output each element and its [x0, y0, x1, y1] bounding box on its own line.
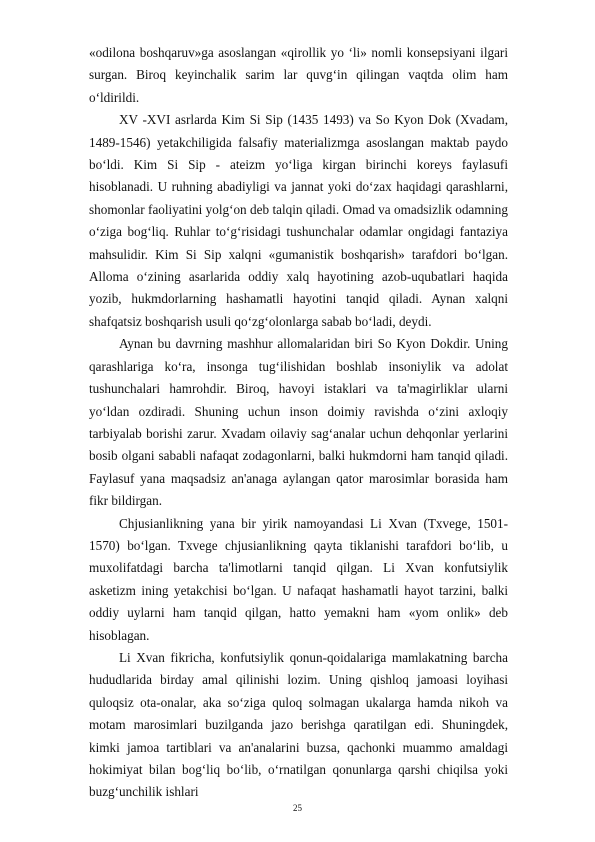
paragraph-kim-si-sip: XV -XVI asrlarda Kim Si Sip (1435 1493) va So Kyon Dok (Xvadam, 1489-1546) yetakchiligida falsafiy materializmga asoslangan maktab paydo bo‘ldi. Kim Si Sip - ateizm yo‘liga kirgan birinchi koreys faylasufi hisoblanadi. U ruhning abadiyligi va jannat yoki do‘zax haqidagi qarashlarni, shomonlar faoliyatini yolg‘on deb talqin qiladi. Omad va omadsizlik odamning o‘ziga bog‘liq. Ruhlar to‘g‘risidagi tushunchalar odamlar ongidagi fantaziya mahsulidir. Kim Si Sip xalqni «gumanistik boshqarish» tarafdori bo‘lgan. Alloma o‘zining asarlarida oddiy xalq hayotining azob-uqubatlari haqida yozib, hukmdorlarning hashamatli hayotini tanqid qiladi. Aynan xalqni shafqatsiz boshqarish usuli qo‘zg‘olonlarga sabab bo‘ladi, deydi. [89, 112, 508, 329]
body-text [89, 42, 508, 804]
paragraph-li-xvan: Chjusianlikning yana bir yirik namoyandasi Li Xvan (Txvege, 1501-1570) bo‘lgan. Txvege chjusianlikning qayta tiklanishi tarafdori bo‘lib, u muxolifatdagi barcha ta'limotlarni tanqid qilgan. Li Xvan konfutsiylik asketizm ining yetakchisi bo‘lgan. U nafaqat hashamatli hayot tarzini, balki oddiy uylarni ham tanqid qilgan, hatto yemakni ham «yom onlik» deb hisoblagan. [89, 515, 508, 643]
paragraph-continuation: «odilona boshqaruv»ga asoslangan «qirollik yo ‘li» nomli konsepsiyani ilgari surgan. Biroq keyinchalik sarim lar quvg‘in qilingan vaqtda olim ham o‘ldirildi. [89, 45, 508, 105]
paragraph-li-xvan-views: Li Xvan fikricha, konfutsiylik qonun-qoidalariga mamlakatning barcha hududlarida birday amal qilinishi lozim. Uning qishloq jamoasi loyihasi quloqsiz ota-onalar, aka so‘ziga quloq solmagan ukalarga hamda nikoh va motam marosimlari buzilganda jazo berishga qaratilgan edi. Shuningdek, kimki jamoa tartiblari va an'analarini buzsa, qachonki muammo amaldagi hokimiyat bilan bog‘liq bo‘lib, o‘rnatilgan qonunlarga qarshi chiqilsa yoki buzg‘unchilik ishlari [89, 649, 508, 800]
paragraph-so-kyon-dok: Aynan bu davrning mashhur allomalaridan biri So Kyon Dokdir. Uning qarashlariga ko‘ra, insonga tug‘ilishidan boshlab insoniylik va adolat tushunchalari hamrohdir. Biroq, havoyi istaklari va ta'magirliklar ularni yo‘ldan ozdiradi. Shuning uchun inson doimiy ravishda o‘zini axloqiy tarbiyalab borishi zarur. Xvadam oilaviy sag‘analar uchun dehqonlar yerlarini bosib olgani sababli nafaqat zodagonlarni, balki hukmdorni ham tanqid qiladi. Faylasuf yana maqsadsiz an'anaga aylangan qator marosimlar borasida ham fikr bildirgan. [89, 336, 508, 509]
page-number: 25 [293, 803, 302, 813]
